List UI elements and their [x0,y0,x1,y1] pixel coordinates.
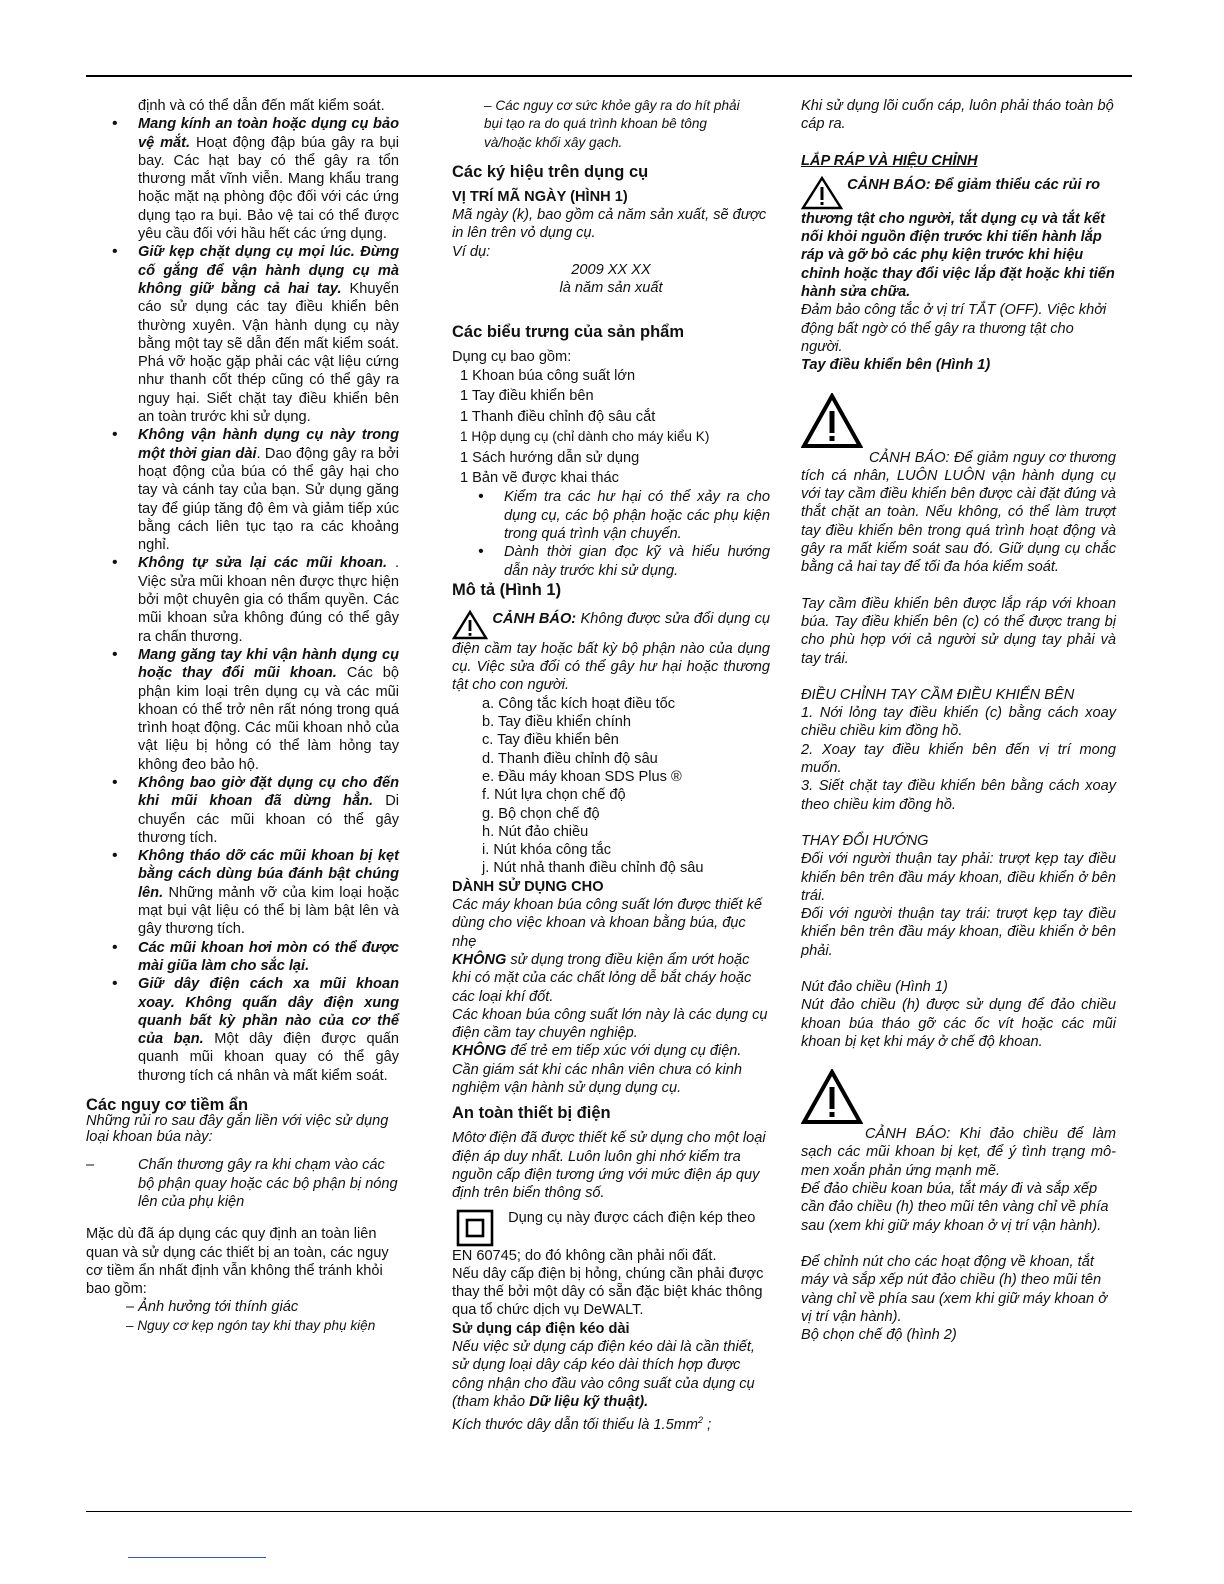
footer-link-line [128,1557,266,1558]
list-item: 1 Tay điều khiển bên [460,388,594,405]
symbols-heading: Các ký hiệu trên dụng cụ [452,162,649,181]
desc-heading: Mô tả (Hình 1) [452,580,562,599]
bottom-rule [86,1511,1132,1512]
adjust-steps [801,704,1116,814]
list-item: • Mang kính an toàn hoặc dụng cụ bảo vệ mắt. Hoạt động đập búa gây ra bụi bay. Các hạt bay có thể gây ra tổn thương mắt vĩnh viễn. Mang khẩu trang hoặc mặt nạ phòng độc đối với các ứng dụng tạo ra bụi. Bảo vệ tai có thể được yêu cầu đối với hầu hết các ứng dụng. [86,115,399,243]
list-item: 1. Nới lỏng tay điều khiển (c) bằng cách xoay chiều chiều kim đồng hồ. [801,705,1116,740]
ext-heading: Sử dụng cáp điện kéo dài [452,1320,630,1337]
risk-dash-item: – Chấn thương gây ra khi chạm vào các bộ phận quay hoặc các bộ phận bị nóng lên của phụ kiện [86,1157,398,1210]
column-2 [452,97,770,1434]
residual-item-2: – Nguy cơ kẹp ngón tay khi thay phụ kiện [126,1317,376,1333]
not-use-text: KHÔNG sử dụng trong điều kiện ẩm ướt hoặc khi có mặt của các chất lỏng dễ bắt cháy hoặc các loại khí đốt. [452,951,752,1005]
side-handle-heading: Tay điều khiển bên (Hình 1) [801,357,991,374]
drill-mode-text: Để chỉnh nút cho các hoạt động về khoan, tắt máy và sắp xếp nút đảo chiều (h) theo mũi tên vàng chỉ về phía sau (xem khi giữ máy khoan ở vị trí vận hành). [801,1253,1108,1325]
date-text: Mã ngày (k), bao gồm cả năm sản xuất, sẽ được in lên trên vỏ dụng cụ. [452,207,767,242]
warning-icon [801,393,863,449]
intro-text: định và có thể dẫn đến mất kiểm soát. [138,98,385,114]
double-insulation-icon [452,1209,504,1247]
modify-warning: CẢNH BÁO: Không được sửa đổi dụng cụ điện cầm tay hoặc bất kỳ bộ phận nào của dụng cụ. Việc sửa đổi có thể gây hư hại hoặc thương tật cho con người. [452,610,770,694]
list-item: 1 Khoan búa công suất lớn [460,367,636,384]
safety-bullets [86,115,399,1085]
warning-icon [801,1069,863,1125]
list-item: c. Tay điều khiển bên [482,732,619,749]
includes-list [452,366,770,488]
list-item: f. Nút lựa chọn chế độ [482,787,626,804]
list-item: 1 Thanh điều chỉnh độ sâu cắt [460,408,656,425]
example-label: Ví dụ: [452,243,491,260]
includes-label: Dụng cụ bao gồm: [452,348,572,365]
reverse-text: Nút đảo chiều (h) được sử dụng để đảo chiều khoan búa tháo gỡ các ốc vít hoặc các mũi khoan bị kẹt khi máy ở chế độ khoan. [801,997,1116,1050]
left-hand-text: Đối với người thuận tay trái: trượt kẹp tay điều khiển bên trên đầu máy khoan, điều khiển ở bên phải. [801,906,1116,959]
pro-text: Các khoan búa công suất lớn này là các dụng cụ điện cầm tay chuyên nghiệp. [452,1006,768,1042]
list-item: d. Thanh điều chỉnh độ sâu [482,750,658,767]
column-3 [801,97,1116,1344]
top-rule [86,75,1132,77]
list-item: • Các mũi khoan hơi mòn có thể được mài giũa làm cho sắc lại. [86,939,399,976]
list-item: h. Nút đảo chiều [482,823,589,840]
list-item: • Không tự sửa lại các mũi khoan. . Việc sửa mũi khoan nên được thực hiện bởi một chuyên gia có thẩm quyền. Các mũi khoan sửa không đúng có thể gây ra chấn thương. [86,554,399,645]
column-1 [86,97,399,1335]
features-heading: Các biểu trưng của sản phẩm [452,322,684,341]
list-item: 1 Sách hướng dẫn sử dụng [460,449,640,466]
ext-text: Nếu việc sử dụng cáp điện kéo dài là cần thiết, sử dụng loại dây cáp kéo dài thích hợp được công nhận cho đầu vào công suất của dụng cụ (tham khảo Dữ liệu kỹ thuật). [452,1338,755,1410]
cord-text: Nếu dây cấp điện bị hỏng, chúng cần phải được thay thế bởi một dây có sẵn đặc biệt khác thông qua tổ chức dịch vụ DeWALT. [452,1265,764,1319]
assembly-warning: CẢNH BÁO: Để giảm thiểu các rủi ro thương tật cho người, tắt dụng cụ và tắt kết nối khỏi nguồn điện trước khi tiến hành lắp ráp và gỡ bỏ các phụ kiện trước khi hiệu chỉnh hoặc thay đổi việc lắp đặt hoặc khi tiến hành sửa chữa. [801,176,1115,301]
elec-heading: An toàn thiết bị điện [452,1104,611,1123]
list-item: j. Nút nhả thanh điều chỉnh độ sâu [482,860,704,877]
residual-text: Mặc dù đã áp dụng các quy định an toàn liên quan và sử dụng các thiết bị an toàn, các nguy cơ tiềm ẩn nhất định vẫn không thể tránh khỏi bao gồm: [86,1226,389,1298]
list-item: • Không vận hành dụng cụ này trong một thời gian dài. Dao động gây ra bởi hoạt động của búa có thể gây hại cho tay và cánh tay của bạn. Sử dụng găng tay để giúp tăng độ êm và giảm tiếp xúc bằng cách liên tục tạo ra các khoảng nghỉ. [86,426,399,554]
warning-icon [801,176,843,210]
switch-off-text: Đảm bảo công tắc ở vị trí TẮT (OFF). Việc khởi động bất ngờ có thể gây ra thương tật cho người. [801,302,1107,355]
list-item: i. Nút khóa công tắc [482,842,611,859]
date-heading: VỊ TRÍ MÃ NGÀY (HÌNH 1) [452,188,628,205]
list-item: 2. Xoay tay điều khiển bên đến vị trí mong muốn. [801,741,1116,777]
right-hand-text: Đối với người thuận tay phải: trượt kẹp tay điều khiển bên trên đầu máy khoan, điều khiển ở bên trái. [801,851,1116,904]
list-item: • Giữ dây điện cách xa mũi khoan xoay. Không quấn dây điện xung quanh bất kỳ phần nào của cơ thể của bạn. Một dây điện được quấn quanh mũi khoan quay có thể gây thương tích cá nhân và mất kiểm soát. [86,975,399,1085]
list-item: 1 Hộp dụng cụ (chỉ dành cho máy kiểu K) [460,429,710,445]
risk-intro-1: Những rủi ro sau đây gắn liền với việc sử dụng [86,1113,389,1130]
list-item: • Không tháo dỡ các mũi khoan bị kẹt bằng cách dùng búa đánh bật chúng lên. Những mảnh vỡ của kim loại hoặc mạt bụi vật liệu có thể bị làm bật lên và gây thương tích. [86,847,399,938]
list-item: e. Đầu máy khoan SDS Plus ® [482,768,682,785]
reverse-warning: CẢNH BÁO: Khi đảo chiều để làm sạch các mũi khoan bị kẹt, để ý tình trạng mô-men xoắn phản ứng mạnh mẽ. [801,1069,1116,1180]
reel-text: Khi sử dụng lõi cuốn cáp, luôn phải tháo toàn bộ cáp ra. [801,98,1114,133]
reverse2-text: Để đảo chiều koan búa, tắt máy đi và sắp xếp cần đảo chiều (h) theo mũi tên vàng chỉ về phía sau (xem khi giữ máy khoan ở vị trí vận hành). [801,1181,1109,1234]
list-item: 1 Bản vẽ được khai thác [460,470,619,486]
check-item: • Dành thời gian đọc kỹ và hiểu hướng dẫn này trước khi sử dụng. [452,543,770,580]
handle-text: Tay cầm điều khiển bên được lắp ráp với khoan búa. Tay điều khiển bên (c) có thể được trang bị cho phù hợp với cả người sử dụng tay phải và tay trái. [801,595,1116,667]
list-item: a. Công tắc kích hoạt điều tốc [482,695,676,712]
adjust-heading: ĐIỀU CHỈNH TAY CẦM ĐIỀU KHIỂN BÊN [801,686,1075,703]
reverse-heading: Nút đảo chiều (Hình 1) [801,978,948,995]
example-code: 2009 XX XX [571,262,651,279]
assembly-heading: LẮP RÁP VÀ HIỆU CHỈNH [801,152,978,169]
list-item: • Không bao giờ đặt dụng cụ cho đến khi mũi khoan đã dừng hẳn. Di chuyển các mũi khoan có thể gây thương tích. [86,774,399,847]
residual-item-1: – Ảnh hưởng tới thính giác [126,1299,299,1316]
handle-warning: CẢNH BÁO: Để giảm nguy cơ thương tích cá nhân, LUÔN LUÔN vận hành dụng cụ với tay cầm điều khiển bên được cài đặt đúng và thắt chặt an toàn. Nếu không, có thể làm trượt tay điều khiển bên trong quá trình hoạt động và gây ra mất kiểm soát sau đó. Giữ dụng cụ chắc bằng cả hai tay để tối đa hóa kiểm soát. [801,393,1116,577]
example-note: là năm sản xuất [559,280,663,297]
ext-size: Kích thước dây dẫn tối thiểu là $1.5mm^2$ ; [452,1415,712,1434]
intended-heading: DÀNH SỬ DỤNG CHO [452,878,604,895]
list-item: • Mang găng tay khi vận hành dụng cụ hoặc thay đổi mũi khoan. Các bộ phận kim loại trên dụng cụ và các mũi khoan có thể trở nên rất nóng trong quá trình hoạt động. Các mũi khoan nhỏ của vật liệu bị hỏng có thể làm hỏng tay không đeo bảo hộ. [86,646,399,774]
elec-text: Môtơ điện đã được thiết kế sử dụng cho một loại điện áp duy nhất. Luôn luôn ghi nhớ kiểm tra nguồn cấp điện tương ứng với mức điện áp quy định trên biển thông số. [452,1130,766,1202]
mode-selector-heading: Bộ chọn chế độ (hình 2) [801,1327,957,1344]
risk-heading: Các nguy cơ tiềm ẩn [86,1096,249,1115]
risk-intro-2: loại khoan búa này: [86,1129,213,1146]
intended-text: Các máy khoan búa công suất lớn được thiết kế dùng cho việc khoan và khoan bằng búa, đục nhẹ [452,897,763,950]
list-item: • Giữ kẹp chặt dụng cụ mọi lúc. Đừng cố gắng để vận hành dụng cụ mà không giữ bằng cả hai tay. Khuyến cáo sử dụng các tay điều khiển bên thường xuyên. Vận hành dụng cụ này bằng một tay sẽ dẫn đến mất kiểm soát. Phá vỡ hoặc gặp phải các vật liệu cứng như thanh cốt thép cũng có thể gây ra nguy hại. Siết chặt tay điều khiển bên an toàn trước khi sử dụng. [86,243,399,426]
warning-icon [452,610,488,640]
list-item: b. Tay điều khiển chính [482,714,632,731]
double-insulation: Dụng cụ này được cách điện kép theo EN 60745; do đó không cần phải nối đất. [452,1209,756,1264]
check-item: • Kiểm tra các hư hại có thể xảy ra cho dụng cụ, các bộ phận hoặc các phụ kiện trong quá trình vận chuyển. [452,488,770,543]
change-heading: THAY ĐỔI HƯỚNG [801,832,929,849]
parts-list [452,695,770,878]
list-item: g. Bộ chọn chế độ [482,805,600,822]
list-item: 3. Siết chặt tay điều khiển bên bằng cách xoay theo chiều kim đồng hồ. [801,778,1116,813]
children-text: KHÔNG để trẻ em tiếp xúc với dụng cụ điện. Cần giám sát khi các nhân viên chưa có kinh nghiệm vận hành sử dụng dụng cụ. [452,1043,742,1097]
top-dash-item: – Các nguy cơ sức khỏe gây ra do hít phải bụi tạo ra do quá trình khoan bê tông và/hoặc khối xây gạch. [484,98,740,150]
